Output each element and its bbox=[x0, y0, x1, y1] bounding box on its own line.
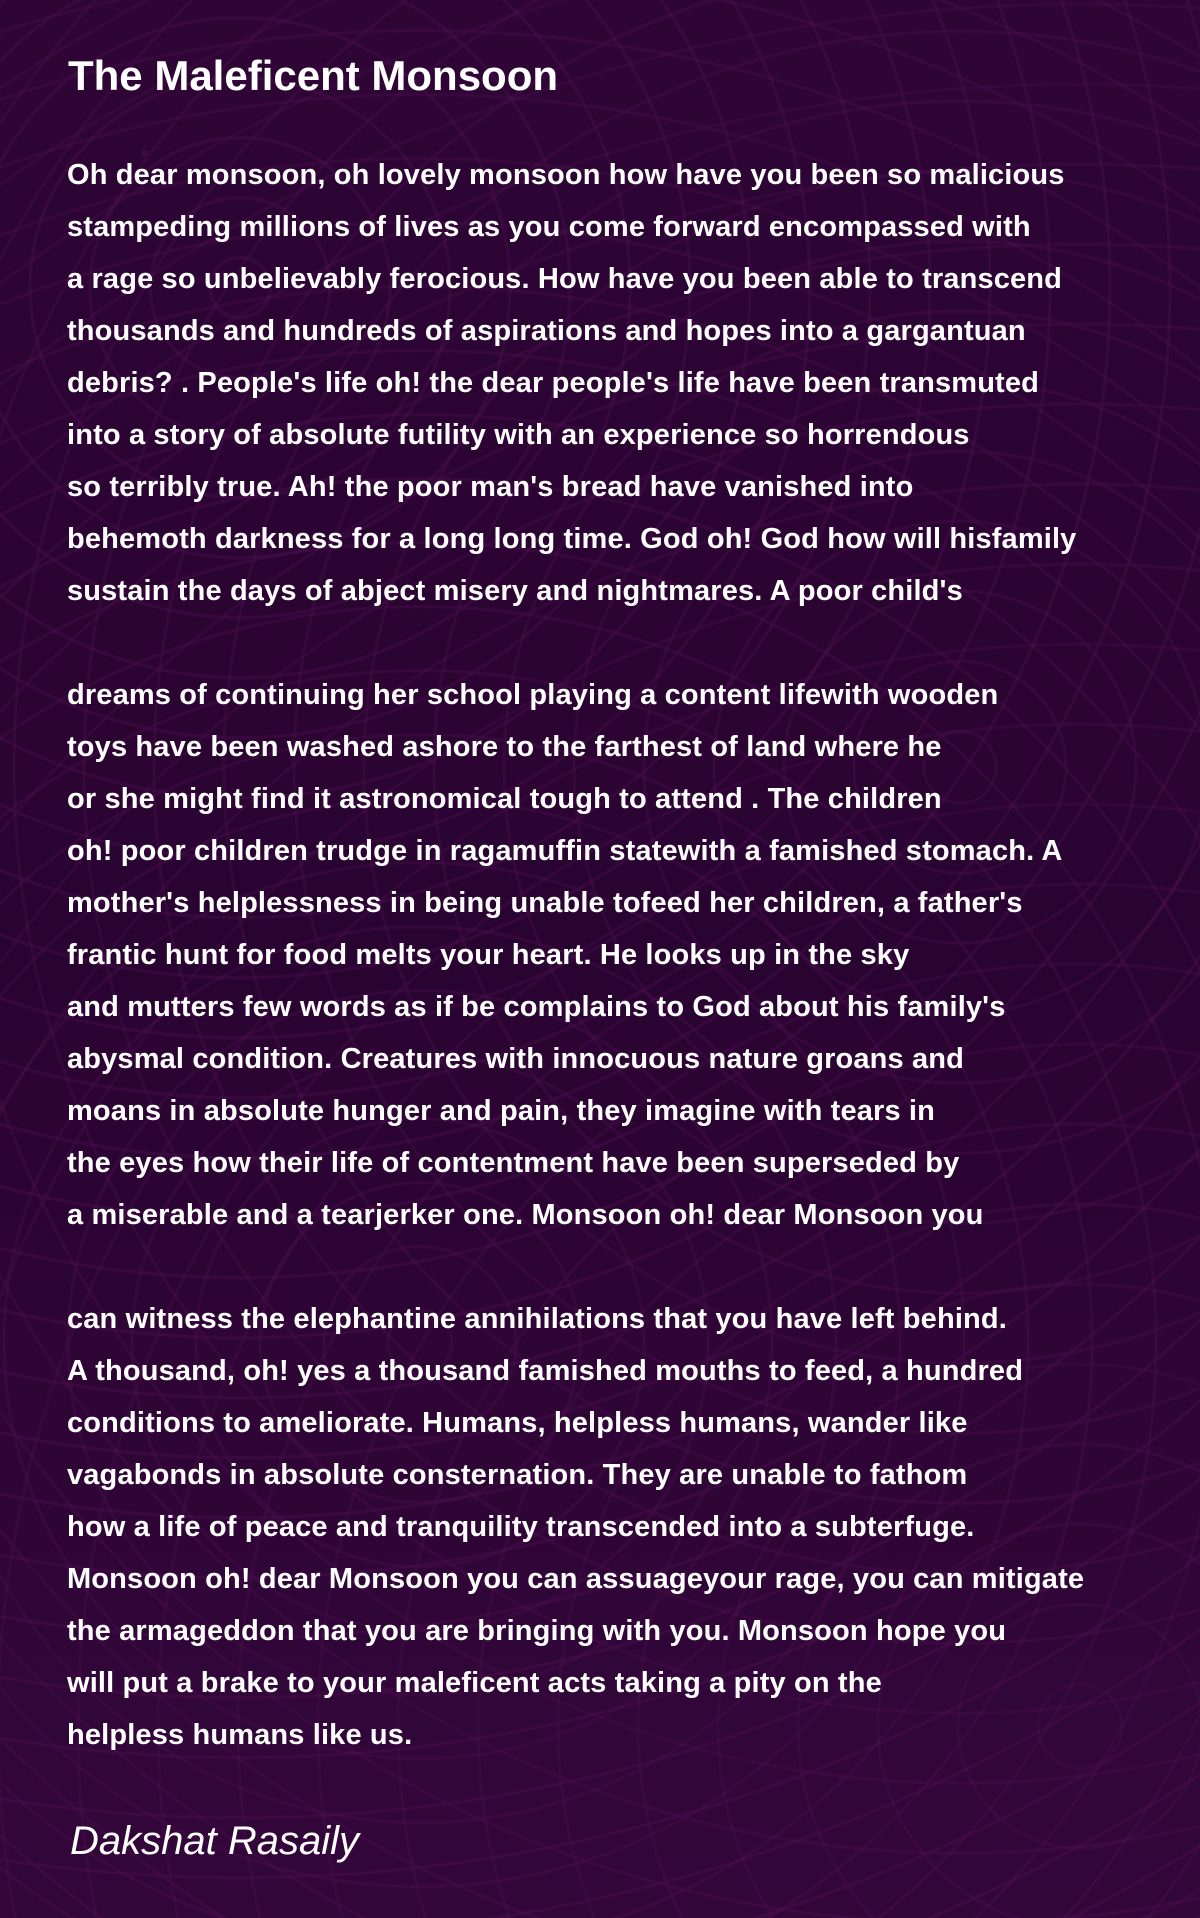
poem-title: The Maleficent Monsoon bbox=[68, 52, 559, 99]
poem-line: will put a brake to your maleficent acts taking a pity on the bbox=[67, 1667, 882, 1699]
poem-line: behemoth darkness for a long long time. God oh! God how will hisfamily bbox=[67, 523, 1077, 555]
poem-line: into a story of absolute futility with an experience so horrendous bbox=[67, 419, 970, 451]
poem-line: toys have been washed ashore to the farthest of land where he bbox=[67, 731, 942, 763]
poem-line: debris? . People's life oh! the dear people's life have been transmuted bbox=[67, 367, 1040, 399]
poem-line: how a life of peace and tranquility transcended into a subterfuge. bbox=[67, 1511, 975, 1543]
poem-line: a rage so unbelievably ferocious. How have you been able to transcend bbox=[67, 263, 1063, 295]
stanza-1 bbox=[67, 149, 1076, 617]
poem-line: conditions to ameliorate. Humans, helpless humans, wander like bbox=[67, 1407, 968, 1439]
poem-line: frantic hunt for food melts your heart. He looks up in the sky bbox=[67, 939, 910, 971]
poem-line: can witness the elephantine annihilations that you have left behind. bbox=[67, 1303, 1007, 1335]
poem-line: so terribly true. Ah! the poor man's bread have vanished into bbox=[67, 471, 914, 503]
poem-line: Oh dear monsoon, oh lovely monsoon how have you been so malicious bbox=[67, 159, 1065, 191]
poem-line: a miserable and a tearjerker one. Monsoon oh! dear Monsoon you bbox=[67, 1199, 984, 1231]
author-name: Dakshat Rasaily bbox=[70, 1819, 360, 1863]
poem-line: oh! poor children trudge in ragamuffin statewith a famished stomach. A bbox=[67, 835, 1063, 867]
poem-line: the eyes how their life of contentment have been superseded by bbox=[67, 1147, 960, 1179]
poem-line: dreams of continuing her school playing a content lifewith wooden bbox=[67, 679, 999, 711]
poem-line: and mutters few words as if be complains to God about his family's bbox=[67, 991, 1006, 1023]
stanza-3 bbox=[67, 1293, 1084, 1761]
poem-line: mother's helplessness in being unable tofeed her children, a father's bbox=[67, 887, 1023, 919]
poem-line: moans in absolute hunger and pain, they imagine with tears in bbox=[67, 1095, 936, 1127]
poem-line: abysmal condition. Creatures with innocuous nature groans and bbox=[67, 1043, 965, 1075]
stanza-2 bbox=[67, 669, 1063, 1241]
poem-line: sustain the days of abject misery and nightmares. A poor child's bbox=[67, 575, 963, 607]
poem-line: A thousand, oh! yes a thousand famished mouths to feed, a hundred bbox=[67, 1355, 1024, 1387]
poem-line: thousands and hundreds of aspirations and hopes into a gargantuan bbox=[67, 315, 1026, 347]
poem-line: helpless humans like us. bbox=[67, 1719, 413, 1751]
poem-line: the armageddon that you are bringing with you. Monsoon hope you bbox=[67, 1615, 1007, 1647]
poem-line: or she might find it astronomical tough to attend . The children bbox=[67, 783, 942, 815]
poem-line: stampeding millions of lives as you come forward encompassed with bbox=[67, 211, 1031, 243]
poem-line: vagabonds in absolute consternation. They are unable to fathom bbox=[67, 1459, 968, 1491]
poem-line: Monsoon oh! dear Monsoon you can assuageyour rage, you can mitigate bbox=[67, 1563, 1085, 1595]
